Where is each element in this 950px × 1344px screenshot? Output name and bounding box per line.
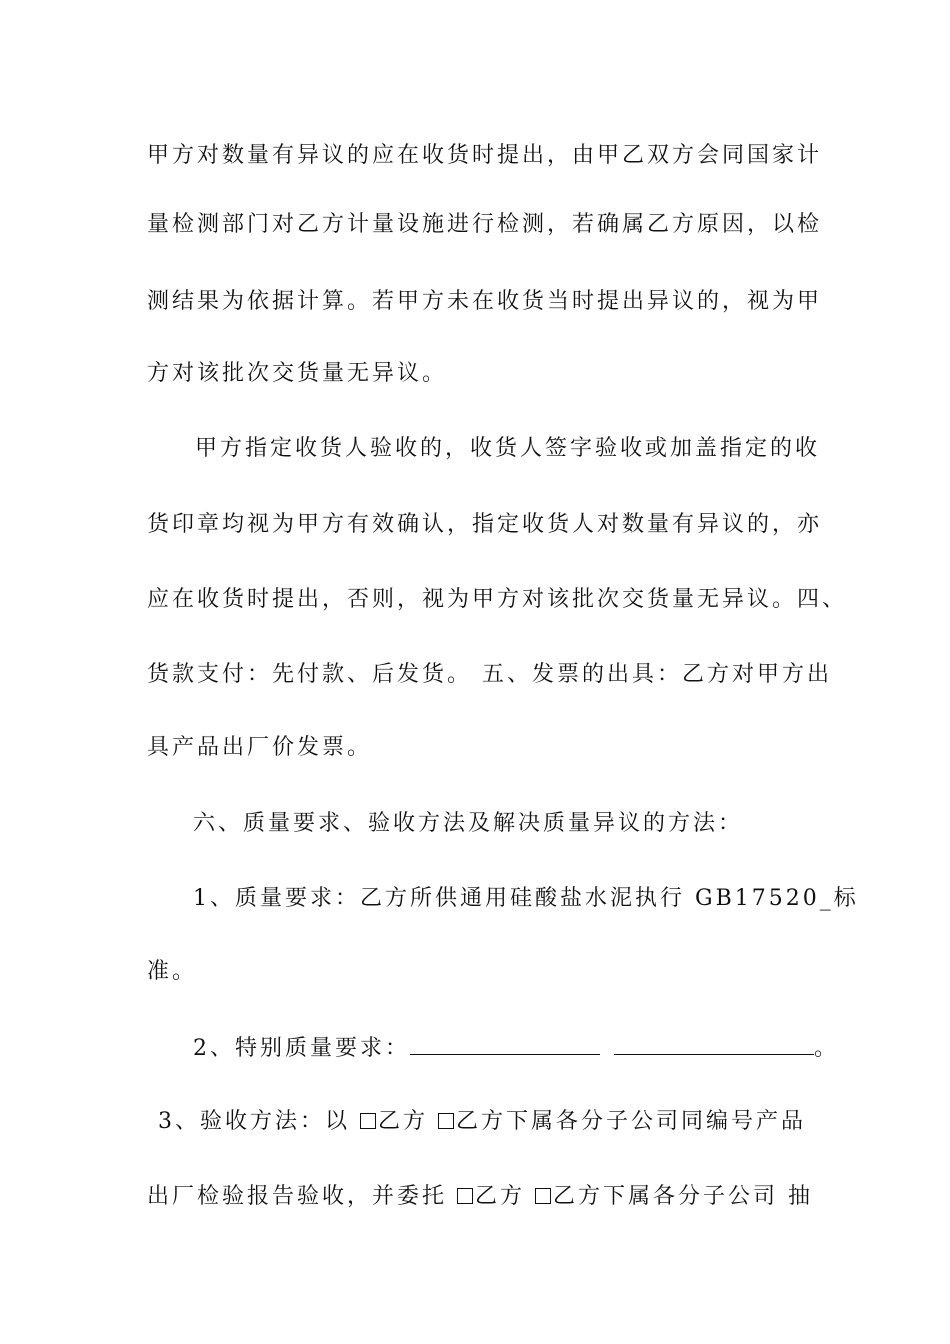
checkbox-party-b[interactable] [360,1113,376,1129]
acceptance-method-prefix: 3、验收方法：以 [158,1109,360,1134]
paragraph-line-3: 测结果为依据计算。若甲方未在收货当时提出异议的，视为甲 [147,289,823,314]
checkbox-entrust-subsidiary[interactable] [535,1188,551,1204]
paragraph-line-7: 应在收货时提出，否则，视为甲方对该批次交货量无异议。四、 [147,587,848,612]
quality-requirement-line: 1、质量要求：乙方所供通用硅酸盐水泥执行 GB17520_标 [193,886,859,911]
checkbox-entrust-subsidiary-label: 乙方下属各分子公司 抽 [553,1184,813,1209]
special-quality-end: 。 [814,1036,840,1061]
paragraph-line-9: 具产品出厂价发票。 [147,735,373,760]
special-quality-blank-2[interactable] [614,1032,814,1055]
section-heading-quality: 六、质量要求、验收方法及解决质量异议的方法： [193,811,744,836]
checkbox-entrust-party-b-label: 乙方 [475,1184,535,1209]
checkbox-party-b-subsidiary[interactable] [438,1113,454,1129]
acceptance-entrust-prefix: 出厂检验报告验收，并委托 [147,1184,457,1209]
paragraph-line-2: 量检测部门对乙方计量设施进行检测，若确属乙方原因，以检 [147,212,823,237]
special-quality-label: 2、特别质量要求： [193,1036,410,1061]
acceptance-method-line [158,1105,828,1139]
paragraph-line-6: 货印章均视为甲方有效确认，指定收货人对数量有异议的，亦 [147,512,823,537]
special-quality-blank-1[interactable] [410,1032,600,1055]
paragraph-line-1: 甲方对数量有异议的应在收货时提出，由甲乙双方会同国家计 [147,143,823,168]
checkbox-entrust-party-b[interactable] [457,1188,473,1204]
paragraph-line-4: 方对该批次交货量无异议。 [147,361,448,386]
checkbox-party-b-label: 乙方 [378,1109,438,1134]
paragraph-line-5: 甲方指定收货人验收的，收货人签字验收或加盖指定的收 [195,436,821,461]
paragraph-line-8: 货款支付：先付款、后发货。 五、发票的出具：乙方对甲方出 [147,662,832,687]
checkbox-party-b-subsidiary-label: 乙方下属各分子公司同编号产品 [456,1109,807,1134]
quality-requirement-continued: 准。 [147,959,198,984]
acceptance-method-line-2 [147,1180,827,1214]
special-quality-line [193,1032,840,1066]
